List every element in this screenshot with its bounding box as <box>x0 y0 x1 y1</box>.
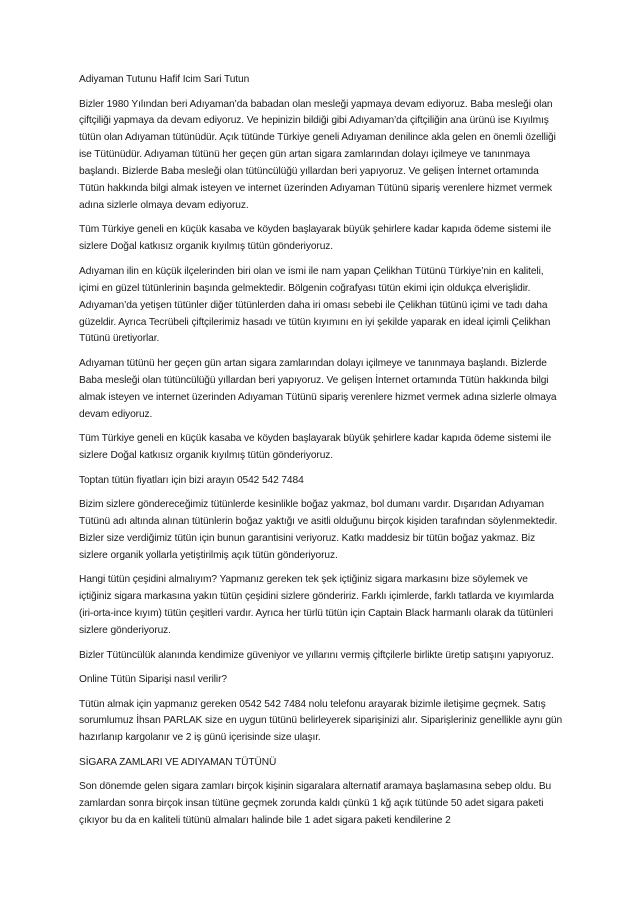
paragraph-wholesale-phone: Toptan tütün fiyatları için bizi arayın 0542 542 7484 <box>79 474 304 486</box>
paragraph-popularity: Adıyaman tütünü her geçen gün artan sigara zamlarından dolayı içilmeye ve tanınmaya başlandı. Bizlerde Baba mesleği olan tütüncülüğü yıllardan beri yapıyoruz. Ve gelişen İnternet ortamında Tütün hakkında bilgi almak isteyen ve internet üzerinden Adıyaman Tütünü sipariş verenlere hizmet vermek adına sizlerle olmaya devam ediyoruz. <box>79 357 557 420</box>
paragraph-order-question: Online Tütün Siparişi nasıl verilir? <box>79 674 227 686</box>
paragraph-varieties: Hangi tütün çeşidini almalıyım? Yapmanız gereken tek şek içtiğiniz sigara markasını bize söylemek ve içtiğiniz sigara markasına yakın tütün çeşidini sizlere göndeririz. Farklı içimlerde, farklı tatlarda ve kıyımlarda (iri-orta-ince kıyım) tütün çeşitleri vardır. Ayrıca her türlü tütün için Captain Black harmanlı olarak da tütünleri sizlere gönderiyoruz. <box>79 574 554 637</box>
section-heading: SİGARA ZAMLARI VE ADIYAMAN TÜTÜNÜ <box>79 756 277 768</box>
document-page <box>79 72 563 838</box>
paragraph-delivery: Tüm Türkiye geneli en küçük kasaba ve köyden başlayarak büyük şehirlere kadar kapıda ödeme sistemi ile sizlere Doğal katkısız organik kıyılmış tütün gönderiyoruz. <box>79 224 552 253</box>
paragraph-delivery-repeat: Tüm Türkiye geneli en küçük kasaba ve köyden başlayarak büyük şehirlere kadar kapıda ödeme sistemi ile sizlere Doğal katkısız organik kıyılmış tütün gönderiyoruz. <box>79 433 552 462</box>
paragraph-intro: Bizler 1980 Yılından beri Adıyaman’da babadan olan mesleği yapmaya devam ediyoruz. Baba mesleği olan çiftçiliği yapmaya da devam ediyoruz. Ve hepinizin bildiği gibi Adıyaman’da çiftçiliğin ana ürünü ise Kıyılmış tütün olan Adıyaman tütünüdür. Açık tütünde Türkiye geneli Adıyaman denilince akla gelen en önemli özelliği ise Tütünüdür. Adıyaman tütünü her geçen gün artan sigara zamlarından dolayı içilmeye ve tanınmaya başlandı. Bizlerde Baba mesleği olan tütüncülüğü yıllardan beri yapıyoruz. Ve gelişen İnternet ortamında Tütün hakkında bilgi almak isteyen ve internet üzerinden Adıyaman Tütünü sipariş verenlere hizmet vermek adına sizlerle olmaya devam ediyoruz. <box>79 98 556 211</box>
paragraph-order-how: Tütün almak için yapmanız gereken 0542 542 7484 nolu telefonu arayarak bizimle iletişime geçmek. Satış sorumlumuz İhsan PARLAK size en uygun tütünü belirleyerek siparişinizi alır. Siparişleriniz genellikle aynı gün hazırlanıp kargolanır ve 2 iş günü içerisinde size ulaşır. <box>79 698 563 744</box>
paragraph-trust: Bizler Tütüncülük alanında kendimize güveniyor ve yıllarını vermiş çiftçilerle birlikte üretip satışını yapıyoruz. <box>79 649 554 661</box>
document-title: Adiyaman Tutunu Hafif Icim Sari Tutun <box>79 74 250 85</box>
paragraph-quality: Bizim sizlere göndereceğimiz tütünlerde kesinlikle boğaz yakmaz, bol dumanı vardır. Dışarıdan Adıyaman Tütünü adı altında alınan tütünlerin boğaz yaktığı ve asitli olduğunu birçok kişiden tarafından söylenmektedir. Bizler size verdiğimiz tütün için bunun garantisini veriyoruz. Katkı maddesiz bir tütün boğaz yakmaz. Biz sizlere organik yollarla yetiştirilmiş açık tütün gönderiyoruz. <box>79 499 558 561</box>
paragraph-celikhan: Adıyaman ilin en küçük ilçelerinden biri olan ve ismi ile nam yapan Çelikhan Tütünü Türkiye’nin en kaliteli, içimi en güzel tütünlerinin başında gelmektedir. Bölgenin coğrafyası tütün ekimi için oldukça elverişlidir. Adıyaman’da yetişen tütünler diğer tütünlerden daha iri oması sebebi ile Çelikhan tütünü içimi ve tadı daha güzeldir. Ayrıca Tecrübeli çiftçilerimiz hasadı ve tütün kıyımını en iyi şekilde yaparak en ideal içimli Çelikhan Tütünü üretiyorlar. <box>79 265 551 345</box>
paragraph-price-hikes: Son dönemde gelen sigara zamları birçok kişinin sigaralara alternatif aramaya başlamasına sebep oldu. Bu zamlardan sonra birçok insan tütüne geçmek zorunda kaldı çünkü 1 kğ açık tütünde 50 adet sigara paketi çıkıyor bu da en kaliteli tütünü almaları halinde bile 1 adet sigara paketi kendilerine 2 <box>79 781 552 827</box>
